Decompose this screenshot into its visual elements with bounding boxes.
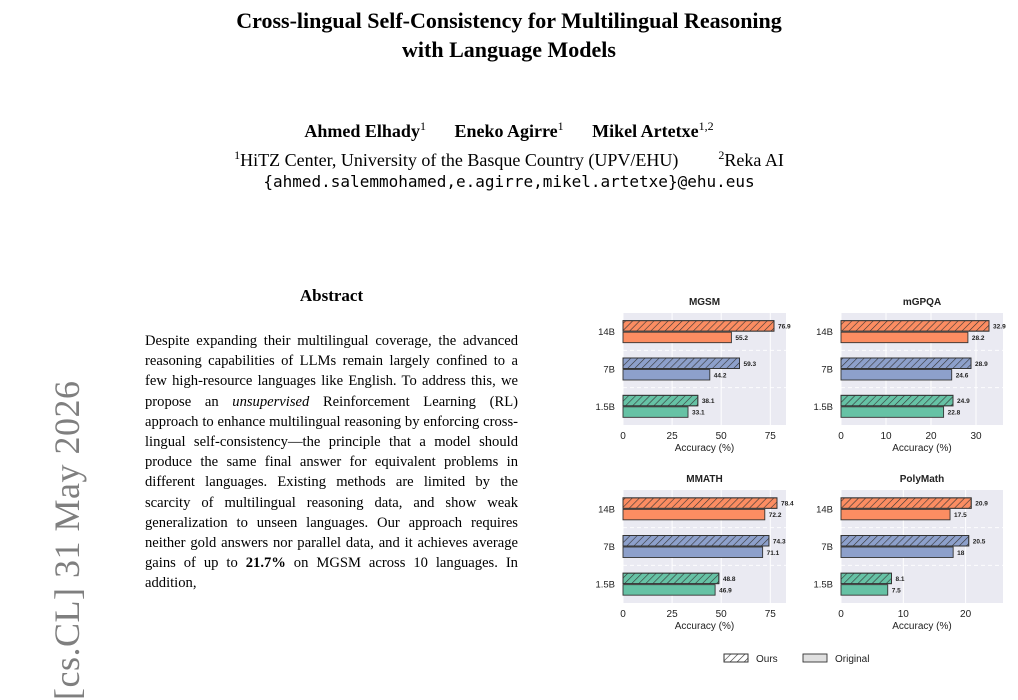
mgpqa-bar-hatch-14B [841, 321, 989, 332]
mgpqa-xtick-label: 0 [838, 431, 844, 442]
polymath-xtick-label: 10 [897, 609, 909, 620]
mgsm-value-label: 33.1 [692, 409, 705, 417]
mgsm-bar-original-1.5B [623, 407, 688, 418]
mmath-value-label: 72.2 [768, 512, 782, 520]
mgpqa-category-label: 1.5B [813, 401, 833, 413]
mmath-bar-original-14B [623, 509, 765, 520]
mmath-xtick-label: 50 [715, 609, 727, 620]
mgsm-value-label: 59.3 [743, 360, 757, 368]
polymath-value-label: 18 [957, 549, 965, 557]
author-1 [304, 121, 426, 141]
author-2 [454, 121, 563, 141]
bar-chart-grid [560, 280, 1018, 680]
mgpqa-value-label: 28.2 [971, 334, 985, 342]
mgpqa-value-label: 24.6 [955, 372, 969, 380]
polymath-value-label: 20.5 [972, 538, 986, 546]
title-line-1: Cross-lingual Self-Consistency for Multilingual Reasoning [236, 8, 782, 33]
mgsm-value-label: 44.2 [713, 372, 727, 380]
affiliation-1-mark: 1 [234, 148, 241, 162]
arxiv-stamp: [cs.CL] 31 May 2026 [47, 380, 87, 700]
results-figure [560, 280, 1018, 680]
mgpqa-value-label: 22.8 [947, 409, 961, 417]
author-1-name: Ahmed Elhady [304, 121, 420, 141]
polymath-bar-hatch-14B [841, 498, 971, 509]
polymath-xtick-label: 0 [838, 609, 844, 620]
polymath-bar-original-14B [841, 509, 950, 520]
mgsm-bar-hatch-7B [623, 358, 739, 369]
polymath-bar-hatch-7B [841, 536, 969, 547]
mgsm-category-label: 1.5B [595, 401, 615, 413]
polymath-x-axis-label: Accuracy (%) [892, 621, 952, 632]
mgsm-chart-title: MGSM [688, 297, 721, 308]
mmath-chart-title: MMATH [686, 474, 723, 485]
mgsm-xtick-label: 50 [715, 431, 727, 442]
mgsm-category-label: 14B [598, 327, 615, 339]
polymath-bar-original-7B [841, 547, 953, 558]
mmath-value-label: 71.1 [766, 549, 780, 557]
author-1-affil-mark: 1 [419, 119, 426, 133]
mmath-bar-hatch-7B [623, 536, 769, 547]
mgsm-x-axis-label: Accuracy (%) [674, 443, 735, 454]
polymath-xtick-label: 20 [960, 609, 972, 620]
polymath-category-label: 14B [816, 504, 833, 516]
mgsm-value-label: 38.1 [701, 398, 715, 406]
mgpqa-category-label: 7B [821, 364, 833, 376]
legend-ours-swatch [724, 654, 748, 662]
arxiv-sidebar [0, 336, 87, 700]
mmath-bar-original-7B [623, 547, 763, 558]
polymath-value-label: 7.5 [891, 587, 901, 595]
author-3-affil-mark: 1,2 [698, 119, 714, 133]
mgpqa-xtick-label: 10 [880, 431, 892, 442]
author-3-name: Mikel Artetxe [592, 121, 699, 141]
polymath-category-label: 7B [821, 542, 833, 553]
mgsm-value-label: 55.2 [735, 334, 749, 342]
polymath-bar-hatch-1.5B [841, 573, 891, 584]
mgsm-xtick-label: 25 [666, 431, 678, 442]
affiliation-1-text: HiTZ Center, University of the Basque Country (UPV/EHU) [240, 150, 679, 170]
mgsm-bar-hatch-1.5B [623, 395, 698, 406]
mmath-bar-original-1.5B [623, 585, 715, 596]
mgpqa-bar-original-7B [841, 370, 952, 381]
mmath-xtick-label: 75 [764, 609, 776, 620]
affiliation-2 [718, 150, 783, 170]
mgpqa-bar-hatch-7B [841, 358, 971, 369]
mgpqa-value-label: 28.9 [975, 360, 988, 368]
mmath-bar-hatch-14B [623, 498, 777, 509]
mgpqa-value-label: 32.9 [993, 323, 1006, 331]
mgpqa-bar-original-1.5B [841, 407, 944, 418]
polymath-value-label: 17.5 [954, 512, 967, 520]
polymath-category-label: 1.5B [813, 579, 833, 591]
affiliation-2-text: Reka AI [724, 150, 784, 170]
mgsm-bar-original-14B [623, 332, 731, 343]
polymath-value-label: 8.1 [895, 575, 905, 583]
mgpqa-x-axis-label: Accuracy (%) [892, 443, 952, 454]
mgpqa-xtick-label: 30 [970, 431, 982, 442]
mgsm-xtick-label: 75 [764, 431, 776, 442]
paper-title [0, 6, 1018, 64]
legend-original-label: Original [835, 654, 870, 665]
abstract-body: Despite expanding their multilingual coverage, the advanced reasoning capabilities of LLMs remain largely confined to a few high-resource languages like English. To address this, we propose an unsupervised Reinforcement Learning (RL) approach to enhance multilingual reasoning by enforcing cross-lingual self-consistency—the principle that a model should produce the same final answer for equivalent problems in different languages. Existing methods are limited by the scarcity of multilingual reasoning data, and show weak generalization to unseen languages. Our approach requires neither gold answers nor parallel data, and it achieves average gains of up to 21.7% on MGSM across 10 languages. In addition, [145, 333, 518, 592]
polymath-value-label: 20.9 [975, 500, 988, 508]
mmath-bar-hatch-1.5B [623, 573, 719, 584]
affiliation-1 [234, 150, 678, 170]
mgpqa-category-label: 14B [816, 327, 833, 339]
legend-original-swatch [803, 654, 827, 662]
author-2-name: Eneko Agirre [454, 121, 558, 141]
abstract-heading: Abstract [299, 286, 364, 305]
mmath-category-label: 1.5B [595, 579, 615, 591]
mgsm-xtick-label: 0 [620, 431, 626, 442]
legend-ours-label: Ours [756, 654, 778, 665]
polymath-bar-original-1.5B [841, 585, 888, 596]
mmath-category-label: 14B [598, 504, 615, 516]
mgsm-bar-original-7B [623, 370, 710, 381]
affiliations [0, 143, 1018, 172]
mgpqa-xtick-label: 20 [925, 431, 937, 442]
mgpqa-bar-original-14B [841, 332, 968, 343]
mgsm-bar-hatch-14B [623, 321, 774, 332]
mmath-value-label: 48.8 [722, 575, 736, 583]
mmath-category-label: 7B [603, 542, 615, 553]
mmath-xtick-label: 0 [620, 609, 626, 620]
mmath-value-label: 78.4 [780, 500, 794, 508]
author-2-affil-mark: 1 [557, 119, 564, 133]
author-list [0, 114, 1018, 143]
title-line-2: with Language Models [402, 37, 616, 62]
mgsm-value-label: 76.9 [778, 323, 791, 331]
mgpqa-value-label: 24.9 [957, 398, 970, 406]
mgsm-category-label: 7B [603, 364, 615, 376]
mgpqa-bar-hatch-1.5B [841, 395, 953, 406]
affiliation-2-mark: 2 [718, 148, 725, 162]
mmath-xtick-label: 25 [666, 609, 678, 620]
mmath-value-label: 46.9 [719, 587, 732, 595]
polymath-chart-title: PolyMath [899, 474, 945, 485]
author-emails[interactable]: {ahmed.salemmohamed,e.agirre,mikel.artetxe}@ehu.eus [263, 172, 755, 191]
author-3 [592, 121, 713, 141]
mmath-value-label: 74.3 [772, 538, 786, 546]
mgpqa-chart-title: mGPQA [902, 297, 942, 308]
mmath-x-axis-label: Accuracy (%) [674, 621, 735, 632]
